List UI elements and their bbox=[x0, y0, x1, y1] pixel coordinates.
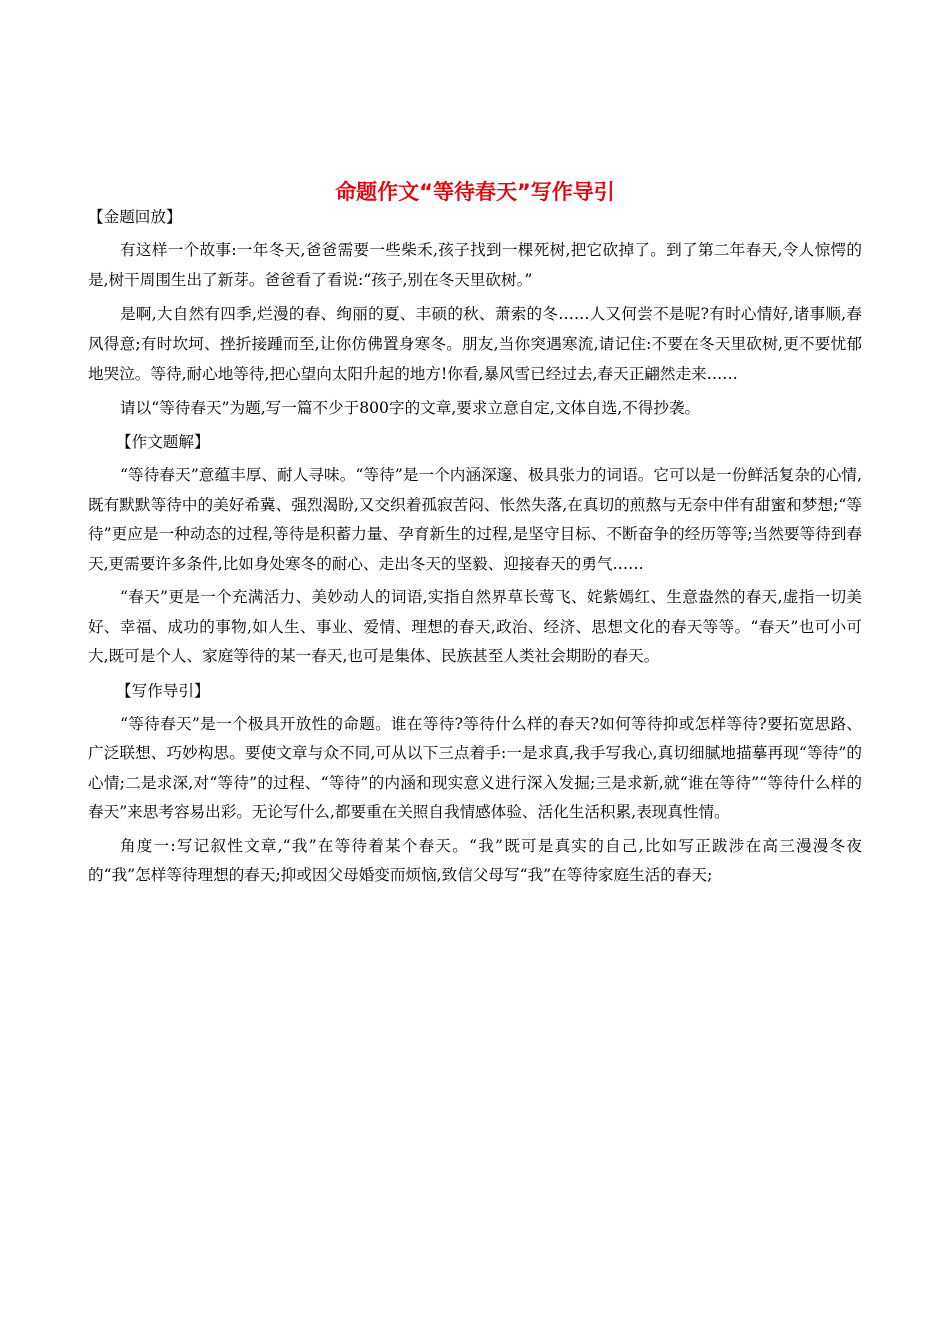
paragraph: “等待春天”是一个极具开放性的命题。谁在等待?等待什么样的春天?如何等待抑或怎样等待?要拓宽思路、广泛联想、巧妙构思。要使文章与众不同,可从以下三点着手:一是求真,我手写我心,真切细腻地描摹再现“等待”的心情;二是求深,对“等待”的过程、“等待”的内涵和现实意义进行深入发掘;三是求新,就“谁在等待”“等待什么样的春天”来思考容易出彩。无论写什么,都要重在关照自我情感体验、活化生活积累,表现真性情。 bbox=[88, 714, 862, 821]
document-body bbox=[88, 205, 862, 895]
paragraph: “春天”更是一个充满活力、美妙动人的词语,实指自然界草长莺飞、姹紫嫣红、生意盎然的春天,虚指一切美好、幸福、成功的事物,如人生、事业、爱情、理想的春天,政治、经济、思想文化的春天等等。“春天”也可小可大,既可是个人、家庭等待的某一春天,也可是集体、民族甚至人类社会期盼的春天。 bbox=[88, 588, 862, 665]
paragraph: 角度一:写记叙性文章,“我”在等待着某个春天。“我”既可是真实的自己,比如写正跋涉在高三漫漫冬夜的“我”怎样等待理想的春天;抑或因父母婚变而烦恼,致信父母写“我”在等待家庭生活的春天; bbox=[88, 836, 862, 884]
section-heading: 【金题回放】 bbox=[88, 208, 182, 226]
paragraph: 是啊,大自然有四季,烂漫的春、绚丽的夏、丰硕的秋、萧索的冬……人又何尝不是呢?有时心情好,诸事顺,春风得意;有时坎坷、挫折接踵而至,让你仿佛置身寒冬。朋友,当你突遇寒流,请记住:不要在冬天里砍树,更不要忧郁地哭泣。等待,耐心地等待,把心望向太阳升起的地方!你看,暴风雪已经过去,春天正翩然走来…… bbox=[88, 305, 862, 383]
paragraph: 请以“等待春天”为题,写一篇不少于800字的文章,要求立意自定,文体自选,不得抄袭。 bbox=[120, 399, 701, 417]
document-title: 命题作文“等待春天”写作导引 bbox=[335, 180, 615, 204]
section-heading: 【写作导引】 bbox=[116, 681, 210, 700]
paragraph: “等待春天”意蕴丰厚、耐人寻味。“等待”是一个内涵深邃、极具张力的词语。它可以是一份鲜活复杂的心情,既有默默等待中的美好希冀、强烈渴盼,又交织着孤寂苦闷、怅然失落,在真切的煎熬与无奈中伴有甜蜜和梦想;“等待”更应是一种动态的过程,等待是积蓄力量、孕育新生的过程,是坚守目标、不断奋争的经历等等;当然要等待到春天,更需要许多条件,比如身处寒冬的耐心、走出冬天的坚毅、迎接春天的勇气…… bbox=[88, 466, 862, 573]
section-review bbox=[88, 205, 862, 423]
section-guide bbox=[88, 676, 862, 891]
section-heading: 【作文题解】 bbox=[116, 433, 210, 451]
section-analysis bbox=[88, 427, 862, 672]
paragraph: 有这样一个故事:一年冬天,爸爸需要一些柴禾,孩子找到一棵死树,把它砍掉了。到了第二年春天,令人惊愕的是,树干周围生出了新芽。爸爸看了看说:“孩子,别在冬天里砍树。” bbox=[88, 241, 862, 289]
